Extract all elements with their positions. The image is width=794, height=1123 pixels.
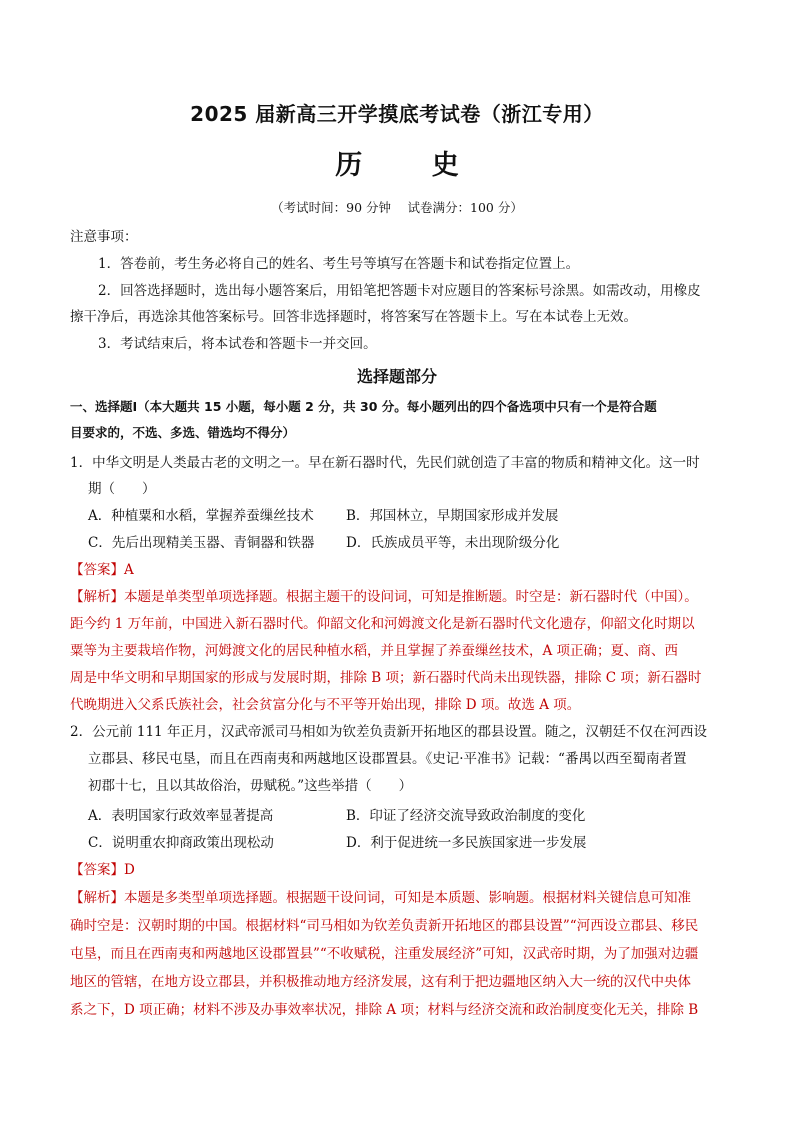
notice-item-2-cont: 擦干净后，再选涂其他答案标号。回答非选择题时，将答案写在答题卡上。写在本试卷上无效。 [70, 309, 637, 325]
q2-analysis-line1 [70, 888, 740, 908]
q1-stem-cont: 期（ ） [88, 481, 156, 497]
notice-item-2: 2．回答选择题时，选出每小题答案后，用铅笔把答题卡对应题目的答案标号涂黑。如需改动，用橡皮 [98, 283, 701, 299]
q1-stem: 1．中华文明是人类最古老的文明之一。早在新石器时代，先民们就创造了丰富的物质和精神文化。这一时 [70, 455, 700, 471]
analysis-label: 【解析】 [70, 589, 124, 605]
q1-analysis-line1 [70, 587, 740, 607]
answer-value: A [124, 562, 134, 578]
notice-heading: 注意事项： [70, 229, 138, 245]
subject-heading: 历 史 [335, 150, 489, 181]
q1-answer [70, 560, 740, 580]
q1-analysis-line2: 距今约 1 万年前，中国进入新石器时代。仰韶文化和河姆渡文化是新石器时代文化遗存，仰韶文化时期以 [70, 616, 695, 632]
section-instruction-line1: 一、选择题Ⅰ（本大题共 15 小题，每小题 2 分，共 30 分。每小题列出的四个备选项中只有一个是符合题 [70, 399, 657, 414]
q2-stem-cont1: 立郡县、移民屯垦，而且在西南夷和两越地区设郡置县。《史记·平准书》记载：“番禺以西至蜀南者置 [88, 751, 687, 767]
q2-stem: 2．公元前 111 年正月，汉武帝派司马相如为钦差负责新开拓地区的郡县设置。随之，汉朝廷不仅在河西设 [70, 724, 707, 740]
q2-option-d: D．利于促进统一多民族国家进一步发展 [346, 835, 587, 851]
q1-option-d: D．氏族成员平等，未出现阶级分化 [346, 535, 560, 551]
q1-analysis-line3: 粟等为主要栽培作物，河姆渡文化的居民种植水稻，并且掌握了养蚕缫丝技术，A 项正确；夏、商、西 [70, 643, 679, 659]
q1-analysis-line5: 代晚期进入父系氏族社会，社会贫富分化与不平等开始出现，排除 D 项。故选 A 项。 [70, 697, 581, 713]
q2-analysis-line2: 确时空是：汉朝时期的中国。根据材料“司马相如为钦差负责新开拓地区的郡县设置”“河西设立郡县、移民 [70, 918, 699, 934]
notice-item-1: 1．答卷前，考生务必将自己的姓名、考生号等填写在答题卡和试卷指定位置上。 [98, 256, 580, 272]
q1-option-c: C．先后出现精美玉器、青铜器和铁器 [88, 535, 315, 551]
analysis-text: 本题是多类型单项选择题。根据题干设问词，可知是本质题、影响题。根据材料关键信息可知准 [124, 890, 691, 906]
exam-meta: （考试时间：90 分钟 试卷满分：100 分） [271, 200, 523, 215]
section-title: 选择题部分 [356, 367, 437, 386]
q2-analysis-line3: 屯垦，而且在西南夷和两越地区设郡置县”“不收赋税，注重发展经济”可知，汉武帝时期，为了加强对边疆 [70, 946, 699, 962]
q2-option-a: A．表明国家行政效率显著提高 [88, 808, 274, 824]
section-instruction-line2: 目要求的，不选、多选、错选均不得分） [70, 425, 296, 440]
answer-label: 【答案】 [70, 562, 124, 578]
q2-stem-cont2: 初郡十七，且以其故俗治，毋赋税。”这些举措（ ） [88, 778, 413, 794]
answer-label: 【答案】 [70, 862, 124, 878]
q2-option-c: C．说明重农抑商政策出现松动 [88, 835, 274, 851]
q2-answer [70, 860, 740, 880]
q1-option-b: B．邦国林立，早期国家形成并发展 [346, 508, 559, 524]
answer-value: D [124, 862, 135, 878]
notice-item-3: 3．考试结束后，将本试卷和答题卡一并交回。 [98, 336, 377, 352]
q2-analysis-line5: 系之下，D 项正确；材料不涉及办事效率状况，排除 A 项；材料与经济交流和政治制度变化无关，排除 B [70, 1002, 699, 1018]
q2-analysis-line4: 地区的管辖，在地方设立郡县，并积极推动地方经济发展，这有利于把边疆地区纳入大一统的汉代中央体 [70, 974, 691, 990]
q1-option-a: A．种植粟和水稻，掌握养蚕缫丝技术 [88, 508, 314, 524]
analysis-label: 【解析】 [70, 890, 124, 906]
exam-title: 2025 届新高三开学摸底考试卷（浙江专用） [190, 102, 604, 126]
q2-option-b: B．印证了经济交流导致政治制度的变化 [346, 808, 586, 824]
analysis-text: 本题是单类型单项选择题。根据主题干的设问词，可知是推断题。时空是：新石器时代（中国）。 [124, 589, 698, 605]
q1-analysis-line4: 周是中华文明和早期国家的形成与发展时期，排除 B 项；新石器时代尚未出现铁器，排除 C 项；新石器时 [70, 670, 702, 686]
